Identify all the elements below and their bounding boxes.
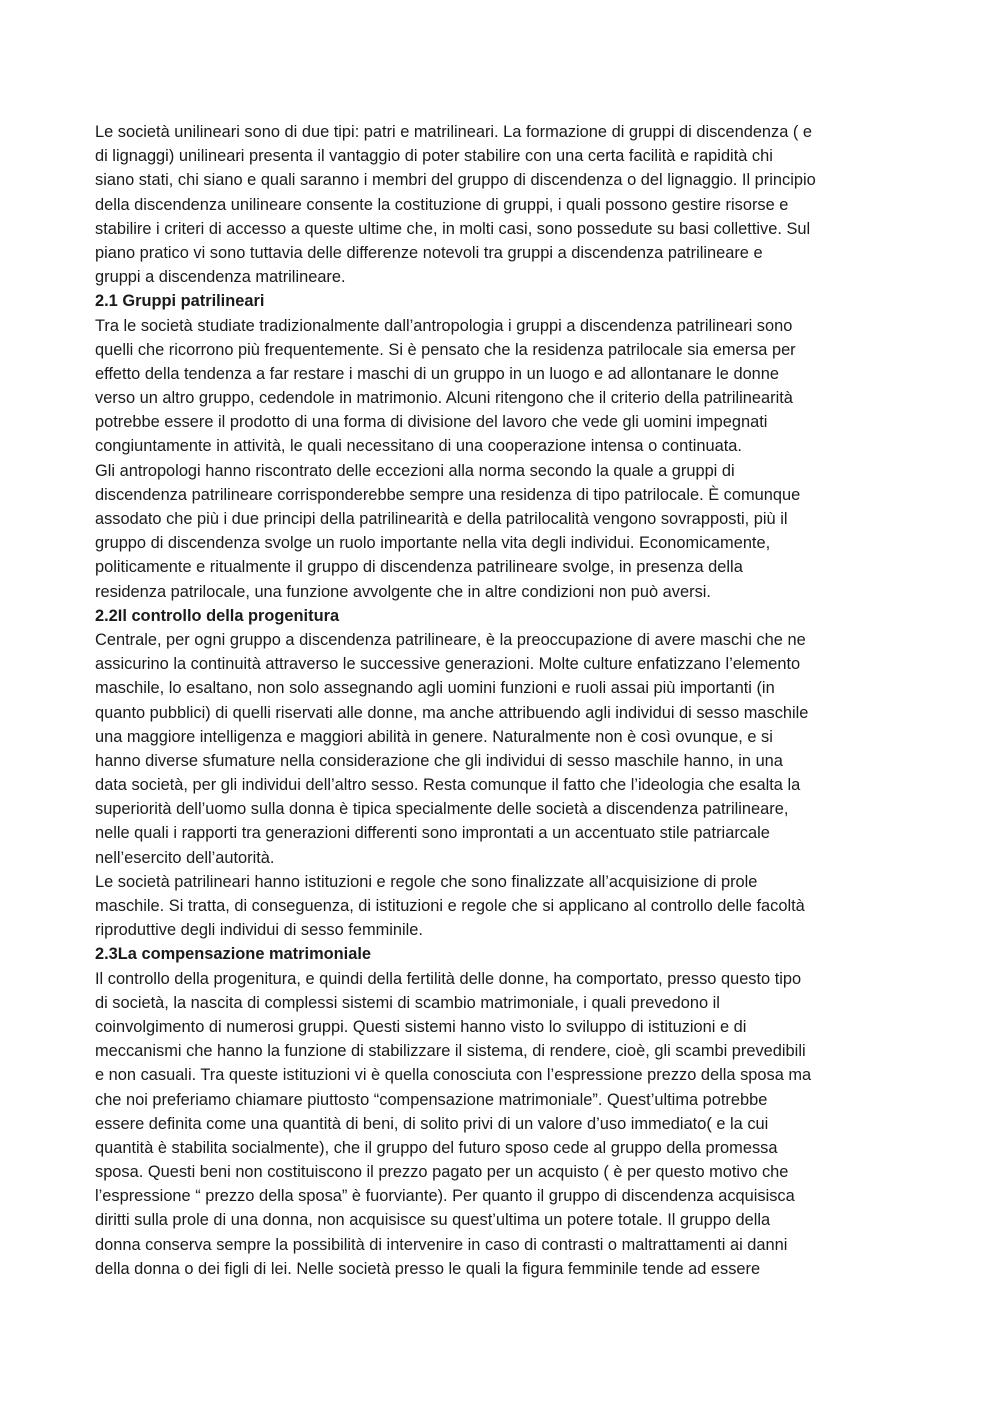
text-line: residenza patrilocale, una funzione avvolgente che in altre condizioni non può aversi. [95, 582, 711, 601]
text-line: riproduttive degli individui di sesso femminile. [95, 921, 423, 940]
text-line: Le società patrilineari hanno istituzioni e regole che sono finalizzate all’acquisizione di prole [95, 872, 758, 891]
text-line: e non casuali. Tra queste istituzioni vi è quella conosciuta con l’espressione prezzo della sposa ma [95, 1066, 812, 1085]
text-line: congiuntamente in attività, le quali necessitano di una cooperazione intensa o continuata. [95, 437, 742, 456]
text-line: quelli che ricorrono più frequentemente. Si è pensato che la residenza patrilocale sia emersa per [95, 340, 796, 359]
section-heading: 2.2Il controllo della progenitura [95, 606, 340, 625]
text-line: di società, la nascita di complessi sistemi di scambio matrimoniale, i quali prevedono il [95, 993, 720, 1012]
text-line: siano stati, chi siano e quali saranno i membri del gruppo di discendenza o del lignaggio. Il principio [95, 171, 816, 190]
text-line: discendenza patrilineare corrisponderebbe sempre una residenza di tipo patrilocale. È comunque [95, 485, 801, 504]
text-line: diritti sulla prole di una donna, non acquisisce su quest’ultima un potere totale. Il gruppo della [95, 1211, 771, 1230]
text-line: Gli antropologi hanno riscontrato delle eccezioni alla norma secondo la quale a gruppi di [95, 461, 735, 480]
text-line: essere definita come una quantità di beni, di solito privi di un valore d’uso immediato( e la cui [95, 1114, 769, 1133]
section-heading: 2.3La compensazione matrimoniale [95, 945, 371, 964]
text-line: maschile, lo esaltano, non solo assegnando agli uomini funzioni e ruoli assai più importanti (in [95, 679, 775, 698]
text-line: nelle quali i rapporti tra generazioni differenti sono improntati a un accentuato stile patriarcale [95, 824, 770, 843]
text-line: coinvolgimento di numerosi gruppi. Questi sistemi hanno visto lo sviluppo di istituzioni e di [95, 1017, 747, 1036]
text-line: Le società unilineari sono di due tipi: patri e matrilineari. La formazione di gruppi di discendenza ( e [95, 123, 813, 141]
text-line: della discendenza unilineare consente la costituzione di gruppi, i quali possono gestire risorse e [95, 195, 789, 214]
text-line: politicamente e ritualmente il gruppo di discendenza patrilineare svolge, in presenza della [95, 558, 743, 577]
text-line: maschile. Si tratta, di conseguenza, di istituzioni e regole che si applicano al controllo delle facoltà [95, 897, 805, 915]
text-line: che noi preferiamo chiamare piuttosto “compensazione matrimoniale”. Quest’ultima potrebbe [95, 1090, 768, 1109]
text-line: una maggiore intelligenza e maggiori abilità in genere. Naturalmente non è così ovunque, e si [95, 727, 773, 746]
text-line: Centrale, per ogni gruppo a discendenza patrilineare, è la preoccupazione di avere maschi che ne [95, 630, 806, 649]
text-line: verso un altro gruppo, cedendole in matrimonio. Alcuni ritengono che il criterio della patrilinearità [95, 389, 793, 408]
text-line: effetto della tendenza a far restare i maschi di un gruppo in un luogo e ad allontanare le donne [95, 364, 780, 383]
text-line: data società, per gli individui dell’altro sesso. Resta comunque il fatto che l’ideologia che esalta la [95, 776, 801, 795]
text-line: di lignaggi) unilineari presenta il vantaggio di poter stabilire con una certa facilità e rapidità chi [95, 147, 773, 166]
text-line: quanto pubblici) di quelli riservati alle donne, ma anche attribuendo agli individui di sesso maschile [95, 703, 809, 722]
text-line: gruppi a discendenza matrilineare. [95, 268, 346, 287]
section-heading: 2.1 Gruppi patrilineari [95, 292, 265, 311]
text-line: nell’esercito dell’autorità. [95, 848, 275, 867]
text-line: sposa. Questi beni non costituiscono il prezzo pagato per un acquisto ( è per questo motivo che [95, 1163, 789, 1182]
text-line: stabilire i criteri di accesso a queste ultime che, in molti casi, sono possedute su basi collettive. Sul [95, 219, 811, 238]
text-line: gruppo di discendenza svolge un ruolo importante nella vita degli individui. Economicamente, [95, 534, 771, 553]
text-line: piano pratico vi sono tuttavia delle differenze notevoli tra gruppi a discendenza patrilineare e [95, 243, 763, 262]
text-line: Tra le società studiate tradizionalmente dall’antropologia i gruppi a discendenza patrilineari sono [95, 316, 793, 335]
text-line: assodato che più i due principi della patrilinearità e della patrilocalità vengono sovrapposti, più il [95, 510, 788, 528]
text-line: hanno diverse sfumature nella considerazione che gli individui di sesso maschile hanno, in una [95, 751, 783, 770]
text-line: della donna o dei figli di lei. Nelle società presso le quali la figura femminile tende ad essere [95, 1259, 761, 1278]
text-line: superiorità dell’uomo sulla donna è tipica specialmente delle società a discendenza patrilineare, [95, 800, 789, 819]
text-line: assicurino la continuità attraverso le successive generazioni. Molte culture enfatizzano l’elemento [95, 655, 801, 674]
text-line: donna conserva sempre la possibilità di intervenire in caso di contrasti o maltrattamenti ai danni [95, 1235, 788, 1254]
text-line: quantità è stabilita socialmente), che il gruppo del futuro sposo cede al gruppo della promessa [95, 1138, 778, 1157]
text-line: meccanismi che hanno la funzione di stabilizzare il sistema, di rendere, cioè, gli scambi prevedibili [95, 1042, 806, 1061]
text-line: l’espressione “ prezzo della sposa” è fuorviante). Per quanto il gruppo di discendenza acquisisca [95, 1187, 795, 1206]
document-page [95, 120, 910, 1281]
text-line: potrebbe essere il prodotto di una forma di divisione del lavoro che vede gli uomini impegnati [95, 413, 768, 432]
text-line: Il controllo della progenitura, e quindi della fertilità delle donne, ha comportato, presso questo tipo [95, 969, 802, 988]
